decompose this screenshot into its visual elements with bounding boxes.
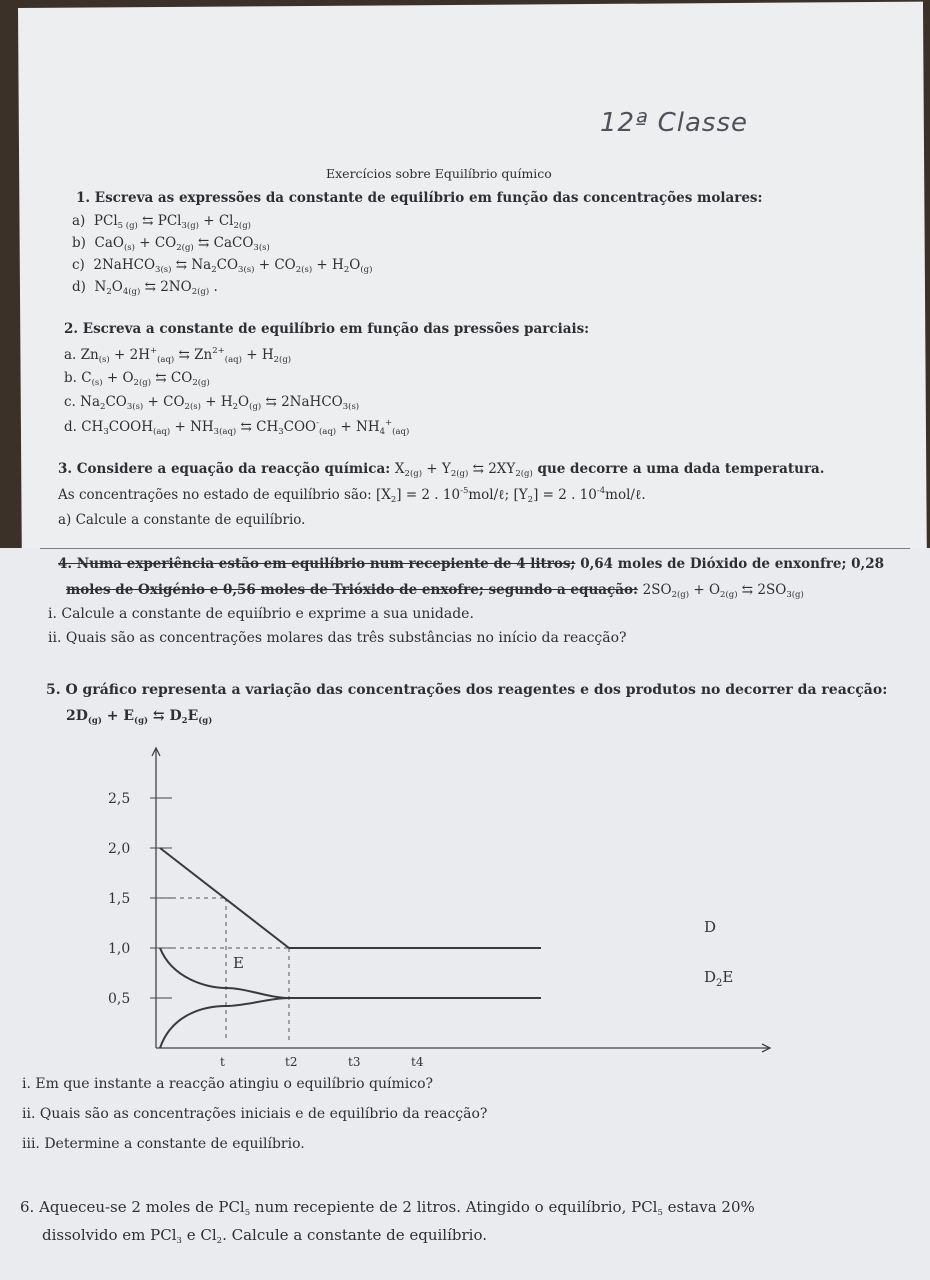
q2-item-d: d. $CH_3COOH_{(aq)} + NH_{3(aq)}$ ⇆ $CH_3COO^-_{(aq)} + NH_4^+_{(aq)}$ — [64, 418, 410, 437]
series-label-d: D — [704, 918, 717, 936]
x-tick-label: t2 — [285, 1055, 298, 1069]
x-tick-label: t — [220, 1055, 225, 1069]
q4-line1: 4. Numa experiência estão em equilíbrio num recepiente de 4 litros; 0,64 moles de Dióxido de enxonfre; 0,28 — [58, 556, 885, 572]
q4-sub-ii: ii. Quais são as concentrações molares das três substâncias no início da reacção? — [48, 630, 627, 646]
q1-item-c: c) 2NaHCO$_{3(s)}$ ⇆ $Na_2CO_{3(s)} + CO_{2(s)} + H_2O_{(g)}$ — [72, 257, 373, 275]
q4-line2: moles de Oxigénio e 0,56 moles de Trióxido de enxofre; segundo a equação: $2SO_{2(g)} + O_{2(g)}$ ⇆ $2SO_{3(g)}$ — [66, 582, 804, 600]
q1-prompt: 1. Escreva as expressões da constante de equilíbrio em função das concentrações molares: — [76, 190, 763, 206]
y-tick-label: 2,0 — [108, 841, 131, 857]
q3-concentrations: As concentrações no estado de equilíbrio são: $[X_2] = 2$ . $10^{-5}mol/\ell$; $[Y_2] = 2$ . $10^{-4}mol/\ell$. — [58, 486, 646, 505]
q2-item-b: b. $C_{(s)} + O_{2(g)}$ ⇆ $CO_{2(g)}$ — [64, 370, 210, 388]
page-edge-line — [40, 548, 910, 549]
series-label-d2e: $D_2E$ — [704, 968, 734, 989]
q4-sub-i: i. Calcule a constante de equiíbrio e exprime a sua unidade. — [48, 606, 474, 622]
x-tick-label: t3 — [348, 1055, 361, 1069]
q5-equation: $2D_{(g)} + E_{(g)}$ ⇆ $D_2E_{(g)}$ — [66, 708, 213, 726]
q1-item-d: d) $N_2O_{4(g)}$ ⇆ $2NO_{2(g)}$ . — [72, 279, 218, 297]
class-note-handwritten: 12ª Classe — [600, 108, 748, 138]
series-label-e: E — [233, 954, 244, 972]
q2-item-a: a. $Zn_{(s)} + 2H^+_{(aq)}$ ⇆ $Zn^{2+}_{(aq)} + H_{2(g)}$ — [64, 346, 292, 365]
q6-line1: 6. Aqueceu-se 2 moles de PCl$_5$ num recepiente de 2 litros. Atingido o equilíbrio, PCl$_5$ estava 20% — [20, 1198, 755, 1218]
q2-prompt: 2. Escreva a constante de equilíbrio em função das pressões parciais: — [64, 321, 590, 337]
q3-sub-a: a) Calcule a constante de equilíbrio. — [58, 512, 306, 528]
worksheet-title: Exercícios sobre Equilíbrio químico — [326, 166, 552, 181]
y-tick-label: 1,0 — [108, 941, 131, 957]
q3-prompt: 3. Considere a equação da reacção química: $X_{2(g)} + Y_{2(g)}$ ⇆ $2XY_{2(g)}$ que decorre a uma dada temperatura. — [58, 461, 825, 479]
y-tick-label: 0,5 — [108, 991, 131, 1007]
q5-prompt: 5. O gráfico representa a variação das concentrações dos reagentes e dos produtos no decorrer da reacção: — [46, 682, 888, 698]
q5-sub-iii: iii. Determine a constante de equilíbrio. — [22, 1136, 305, 1152]
worksheet-page-bottom — [0, 548, 930, 1280]
x-tick-label: t4 — [411, 1055, 424, 1069]
q2-item-c: c. $Na_2CO_{3(s)} + CO_{2(s)} + H_2O_{(g)}$ ⇆ 2NaHCO$_{3(s)}$ — [64, 394, 360, 412]
y-tick-label: 2,5 — [108, 791, 131, 807]
q5-sub-ii: ii. Quais são as concentrações iniciais e de equilíbrio da reacção? — [22, 1106, 488, 1122]
q6-line2: dissolvido em PCl$_3$ e $Cl_2$. Calcule a constante de equilíbrio. — [42, 1226, 488, 1246]
q1-item-b: b) $CaO_{(s)} + CO_{2(g)}$ ⇆ CaCO$_{3(s)}$ — [72, 235, 270, 253]
q1-item-a: a) PCl$_{5 (g)}$ ⇆ $PCl_{3(g)} + Cl_{2(g)}$ — [72, 213, 251, 231]
q5-sub-i: i. Em que instante a reacção atingiu o equilíbrio químico? — [22, 1076, 434, 1092]
y-tick-label: 1,5 — [108, 891, 131, 907]
